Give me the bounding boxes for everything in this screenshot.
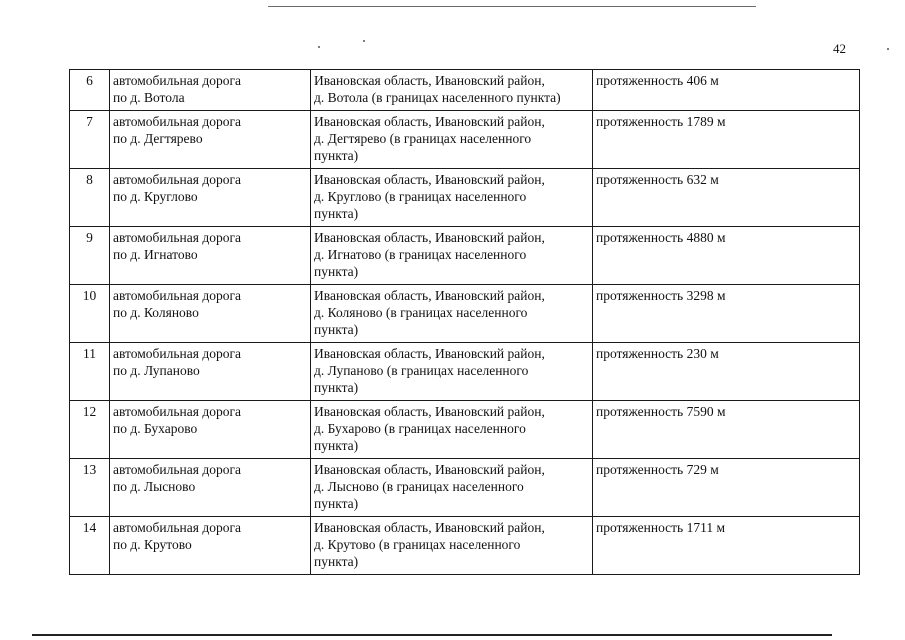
road-name-line: по д. Дегтярево — [113, 131, 203, 146]
location-line: д. Крутово (в границах населенного — [314, 537, 521, 552]
length-cell: протяженность 632 м — [593, 169, 860, 227]
location-line: пункта) — [314, 554, 359, 569]
location-line: пункта) — [314, 496, 359, 511]
road-name-line: по д. Круглово — [113, 189, 198, 204]
road-name-line: автомобильная дорога — [113, 404, 241, 419]
row-number: 8 — [70, 169, 110, 227]
location-cell — [311, 459, 593, 517]
location-cell — [311, 285, 593, 343]
road-name-cell — [110, 111, 311, 169]
road-name-cell — [110, 459, 311, 517]
road-name-line: по д. Лупаново — [113, 363, 200, 378]
row-number: 12 — [70, 401, 110, 459]
location-line: Ивановская область, Ивановский район, — [314, 230, 545, 245]
road-name-cell — [110, 285, 311, 343]
location-cell — [311, 111, 593, 169]
road-name-cell — [110, 169, 311, 227]
length-cell: протяженность 729 м — [593, 459, 860, 517]
road-name-cell — [110, 70, 311, 111]
scan-speck — [363, 40, 365, 42]
length-cell: протяженность 406 м — [593, 70, 860, 111]
length-cell: протяженность 230 м — [593, 343, 860, 401]
road-name-line: автомобильная дорога — [113, 230, 241, 245]
location-line: Ивановская область, Ивановский район, — [314, 114, 545, 129]
road-name-cell — [110, 517, 311, 575]
road-name-line: автомобильная дорога — [113, 172, 241, 187]
location-line: пункта) — [314, 322, 359, 337]
location-cell — [311, 517, 593, 575]
page-number: 42 — [833, 41, 846, 56]
table-row — [70, 111, 860, 169]
row-number: 9 — [70, 227, 110, 285]
road-name-line: автомобильная дорога — [113, 346, 241, 361]
road-name-line: автомобильная дорога — [113, 288, 241, 303]
location-line: Ивановская область, Ивановский район, — [314, 520, 545, 535]
table-body — [70, 70, 860, 575]
road-name-cell — [110, 343, 311, 401]
scan-speck — [887, 48, 889, 50]
location-cell — [311, 169, 593, 227]
road-name-cell — [110, 401, 311, 459]
length-cell: протяженность 3298 м — [593, 285, 860, 343]
location-line: Ивановская область, Ивановский район, — [314, 288, 545, 303]
location-line: пункта) — [314, 438, 359, 453]
road-name-line: по д. Крутово — [113, 537, 192, 552]
road-name-line: по д. Бухарово — [113, 421, 198, 436]
row-number: 14 — [70, 517, 110, 575]
location-line: пункта) — [314, 264, 359, 279]
location-line: пункта) — [314, 380, 359, 395]
location-line: д. Круглово (в границах населенного — [314, 189, 527, 204]
road-name-cell — [110, 227, 311, 285]
table-row — [70, 343, 860, 401]
location-cell — [311, 343, 593, 401]
location-line: Ивановская область, Ивановский район, — [314, 73, 545, 88]
location-line: д. Лупаново (в границах населенного — [314, 363, 529, 378]
scan-artifact-bottom-line — [32, 634, 832, 636]
table-row — [70, 401, 860, 459]
table-row — [70, 227, 860, 285]
row-number: 6 — [70, 70, 110, 111]
location-line: д. Бухарово (в границах населенного — [314, 421, 526, 436]
table-row — [70, 169, 860, 227]
road-name-line: по д. Вотола — [113, 90, 185, 105]
road-name-line: по д. Игнатово — [113, 247, 198, 262]
road-name-line: по д. Коляново — [113, 305, 199, 320]
length-cell: протяженность 1789 м — [593, 111, 860, 169]
location-cell — [311, 401, 593, 459]
location-line: д. Вотола (в границах населенного пункта) — [314, 90, 561, 105]
location-line: Ивановская область, Ивановский район, — [314, 462, 545, 477]
roads-register-table — [69, 69, 860, 575]
road-name-line: автомобильная дорога — [113, 114, 241, 129]
row-number: 11 — [70, 343, 110, 401]
location-line: Ивановская область, Ивановский район, — [314, 404, 545, 419]
road-name-line: автомобильная дорога — [113, 462, 241, 477]
length-cell: протяженность 4880 м — [593, 227, 860, 285]
location-cell — [311, 227, 593, 285]
row-number: 10 — [70, 285, 110, 343]
location-line: д. Коляново (в границах населенного — [314, 305, 528, 320]
road-name-line: автомобильная дорога — [113, 73, 241, 88]
road-name-line: автомобильная дорога — [113, 520, 241, 535]
length-cell: протяженность 7590 м — [593, 401, 860, 459]
row-number: 7 — [70, 111, 110, 169]
location-line: д. Игнатово (в границах населенного — [314, 247, 527, 262]
location-line: пункта) — [314, 148, 359, 163]
length-cell: протяженность 1711 м — [593, 517, 860, 575]
table-row — [70, 285, 860, 343]
road-name-line: по д. Лысново — [113, 479, 196, 494]
location-line: Ивановская область, Ивановский район, — [314, 346, 545, 361]
table-row — [70, 459, 860, 517]
location-line: пункта) — [314, 206, 359, 221]
location-line: д. Лысново (в границах населенного — [314, 479, 524, 494]
scan-artifact-top-line — [268, 6, 756, 7]
scan-speck — [318, 46, 320, 48]
location-line: д. Дегтярево (в границах населенного — [314, 131, 532, 146]
table-row — [70, 517, 860, 575]
location-line: Ивановская область, Ивановский район, — [314, 172, 545, 187]
table-row — [70, 70, 860, 111]
row-number: 13 — [70, 459, 110, 517]
location-cell — [311, 70, 593, 111]
